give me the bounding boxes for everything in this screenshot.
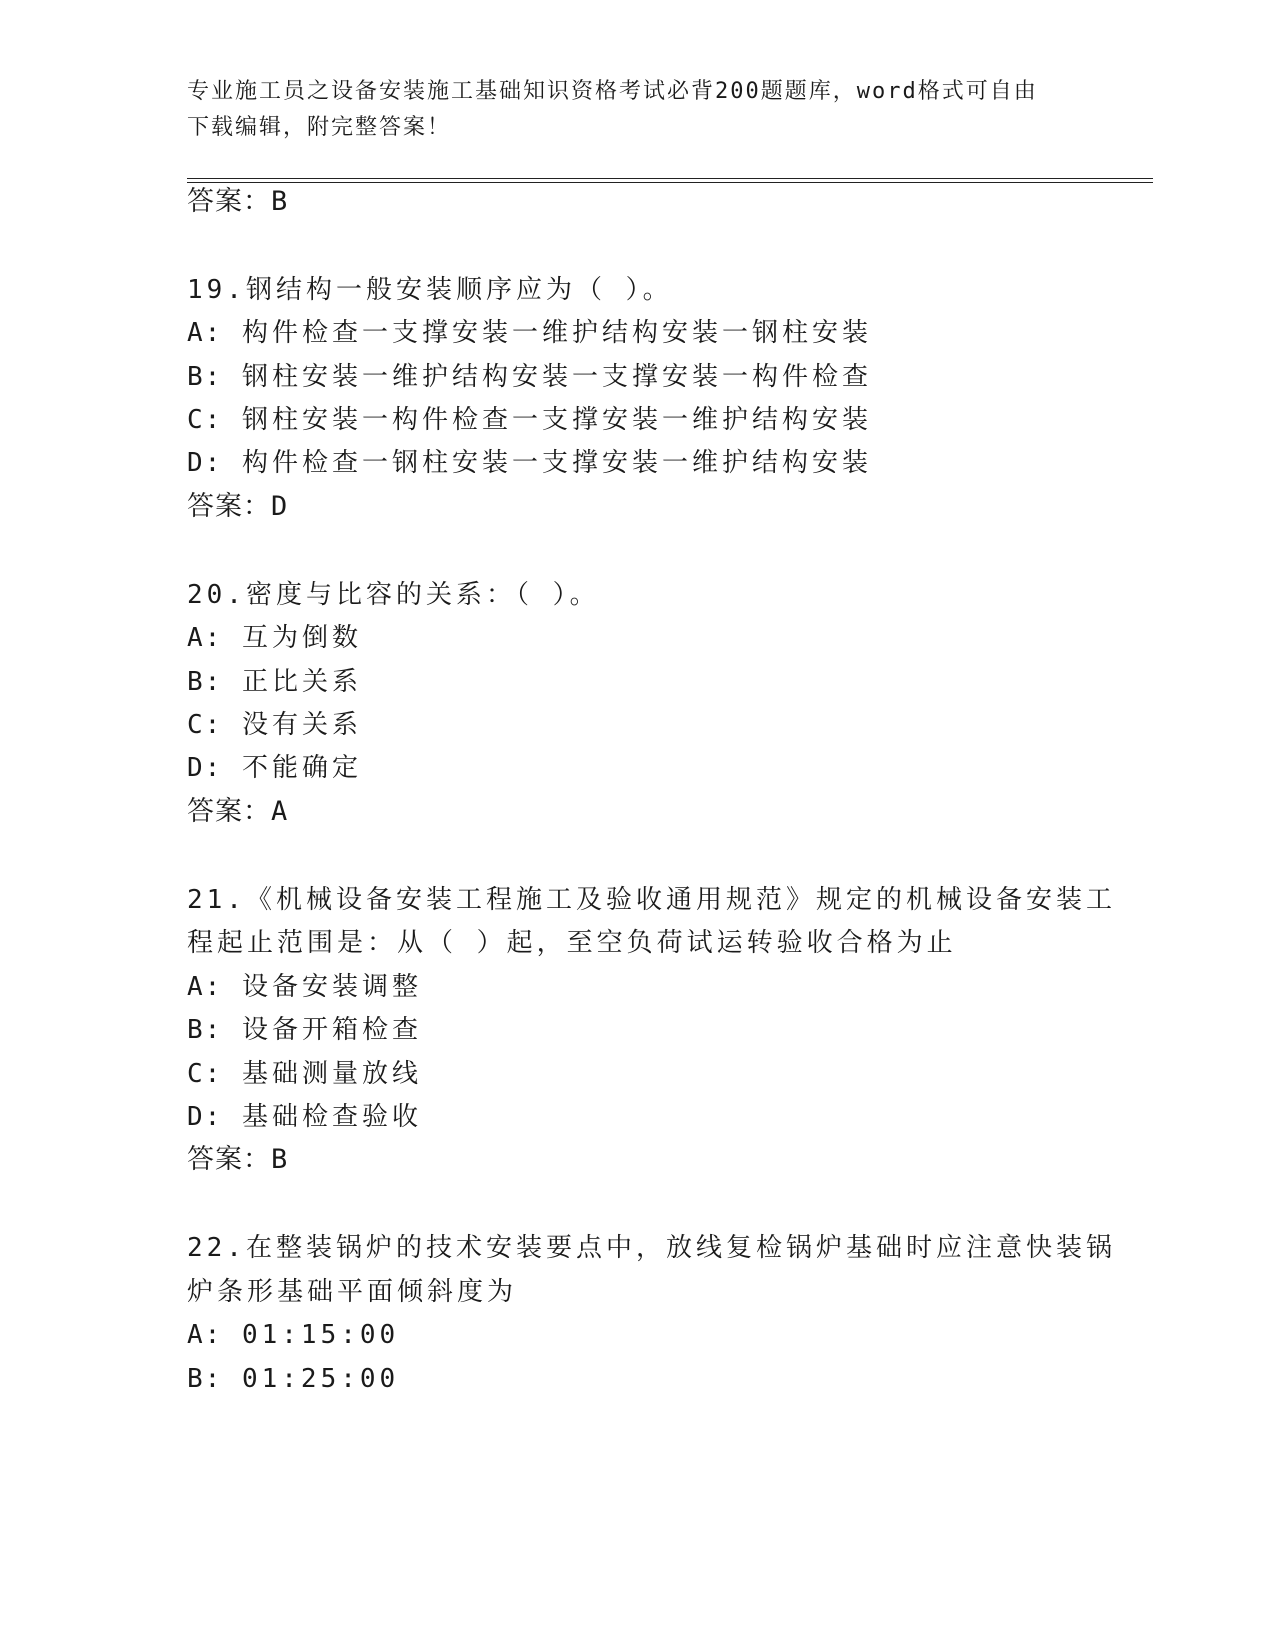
answer-line: [187, 487, 289, 527]
answer-value: A: [271, 796, 290, 827]
option-c: C: 钢柱安装一构件检查一支撑安装一维护结构安装: [187, 405, 872, 435]
option-d: D: 基础检查验收: [187, 1102, 422, 1132]
option-b: B: 设备开箱检查: [187, 1015, 422, 1045]
answer-label: 答案：: [187, 186, 271, 217]
answer-value: D: [271, 491, 290, 522]
question-stem: 22.在整装锅炉的技术安装要点中，放线复检锅炉基础时应注意快装锅: [187, 1233, 1116, 1263]
header-divider: [187, 178, 1153, 183]
question-stem: 19.钢结构一般安装顺序应为（ ）。: [187, 275, 673, 305]
answer-line: [187, 182, 289, 222]
answer-label: 答案：: [187, 1144, 271, 1175]
option-b: B: 01:25:00: [187, 1364, 400, 1394]
header-line-1: 专业施工员之设备安装施工基础知识资格考试必背200题题库，word格式可自由: [187, 79, 1038, 104]
option-c: C: 没有关系: [187, 710, 362, 740]
option-b: B: 正比关系: [187, 667, 362, 697]
option-a: A: 设备安装调整: [187, 972, 422, 1002]
answer-value: B: [271, 1144, 290, 1175]
answer-label: 答案：: [187, 491, 271, 522]
option-a: A: 01:15:00: [187, 1320, 400, 1350]
option-b: B: 钢柱安装一维护结构安装一支撑安装一构件检查: [187, 362, 872, 392]
document-page: [187, 0, 1147, 1650]
header-line-2: 下载编辑，附完整答案！: [187, 115, 452, 140]
question-stem: 20.密度与比容的关系：（ ）。: [187, 580, 600, 610]
answer-line: [187, 1140, 289, 1180]
question-stem-continued: 炉条形基础平面倾斜度为: [187, 1277, 518, 1307]
answer-value: B: [271, 186, 290, 217]
option-d: D: 不能确定: [187, 753, 362, 783]
question-stem-continued: 程起止范围是：从（ ）起，至空负荷试运转验收合格为止: [187, 928, 957, 958]
option-c: C: 基础测量放线: [187, 1059, 422, 1089]
answer-line: [187, 792, 289, 832]
option-a: A: 互为倒数: [187, 623, 362, 653]
question-stem: 21.《机械设备安装工程施工及验收通用规范》规定的机械设备安装工: [187, 885, 1116, 915]
option-d: D: 构件检查一钢柱安装一支撑安装一维护结构安装: [187, 448, 872, 478]
answer-label: 答案：: [187, 796, 271, 827]
option-a: A: 构件检查一支撑安装一维护结构安装一钢柱安装: [187, 318, 872, 348]
page-header-note: [187, 74, 1087, 146]
